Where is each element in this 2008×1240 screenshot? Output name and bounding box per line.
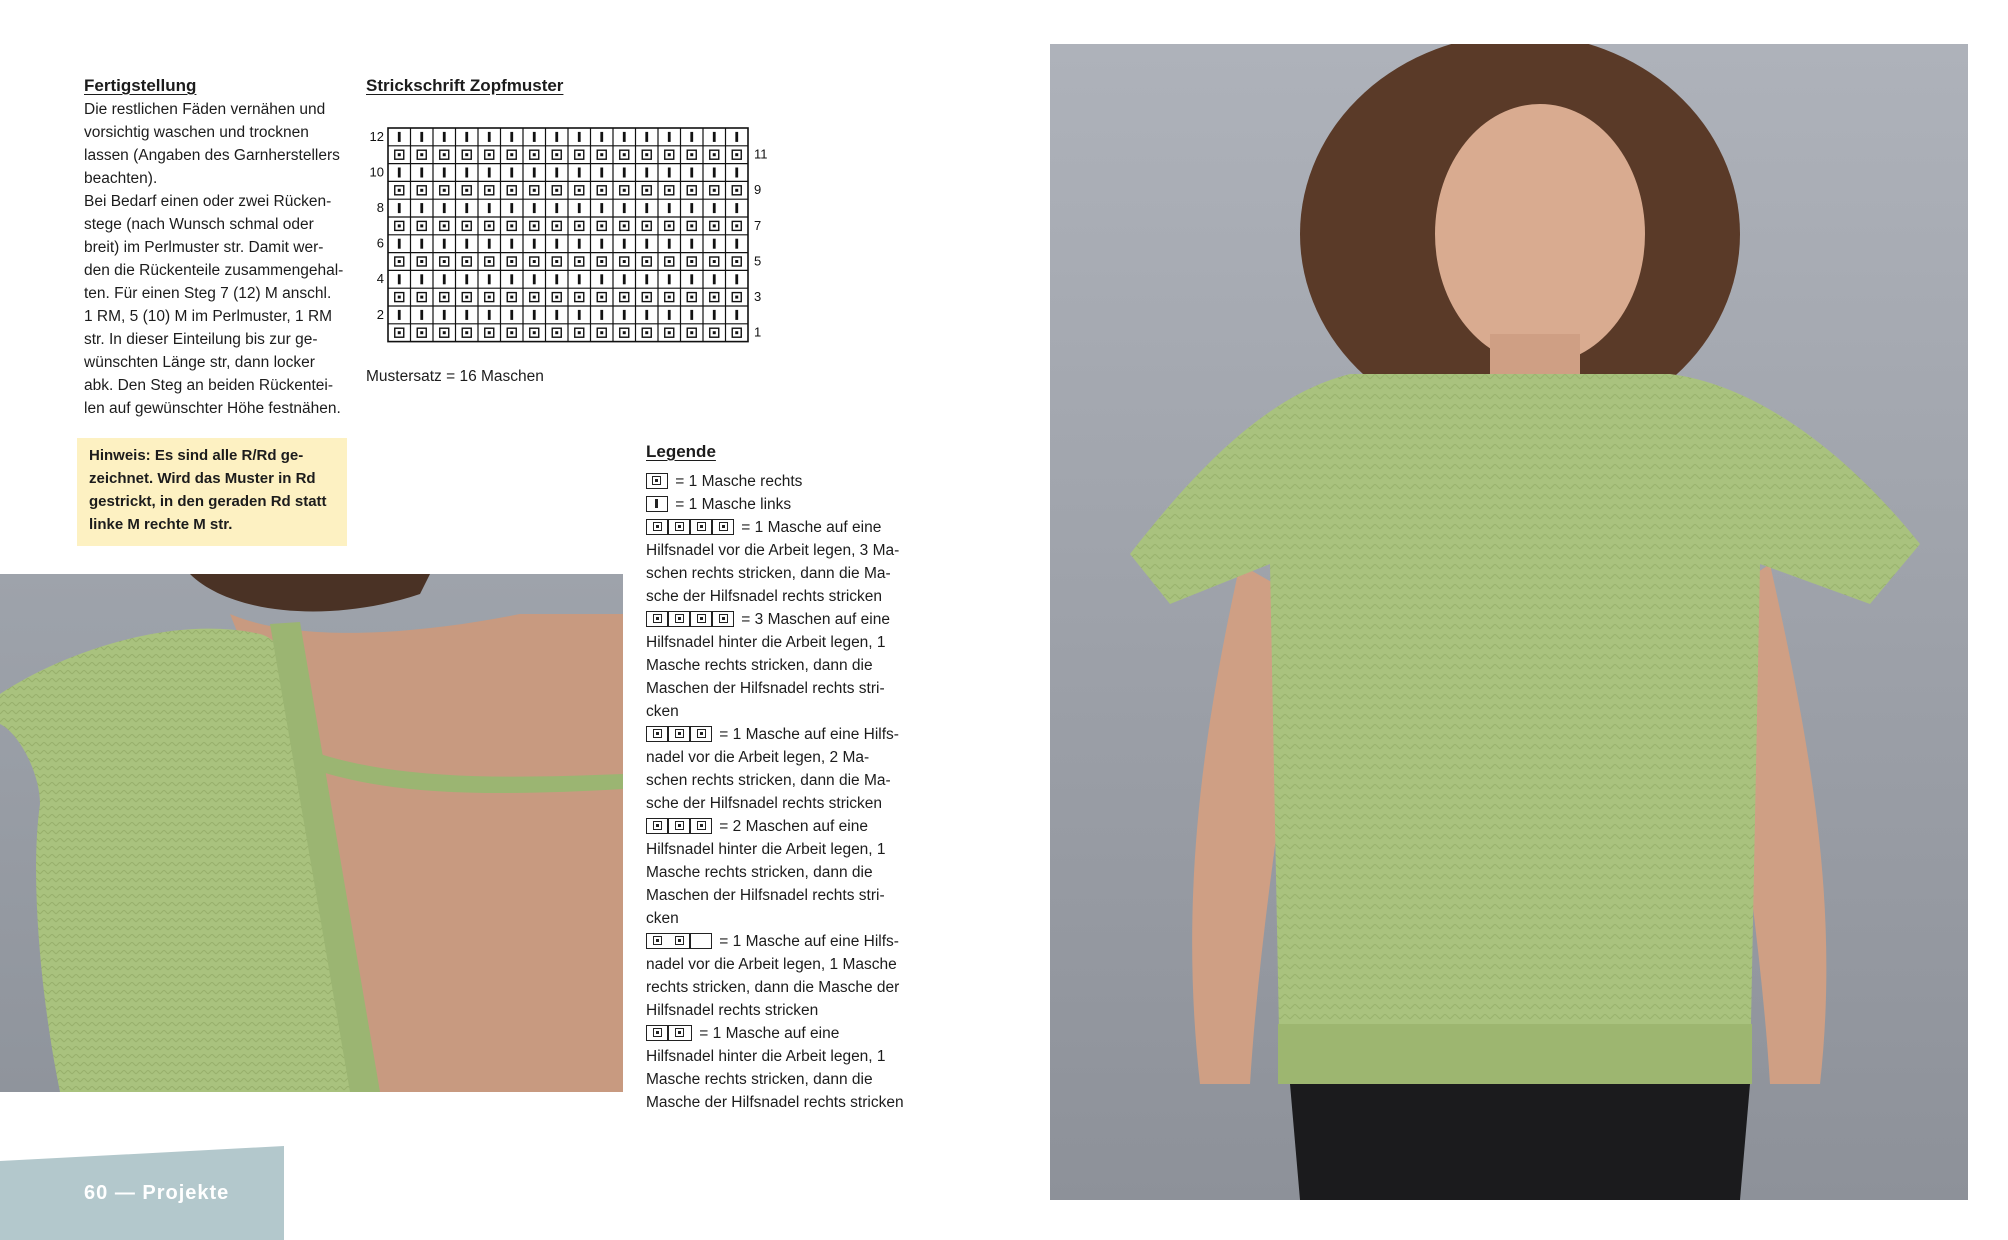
- purl-stitch: [510, 132, 513, 142]
- purl-stitch: [690, 132, 693, 142]
- knit-stitch-dot: [645, 153, 648, 156]
- purl-stitch: [735, 203, 738, 213]
- legend-item-text: = 1 Masche auf eine Hilfs-nadel vor die Arbeit legen, 2 Ma-schen rechts stricken, dann die Ma-sche der Hilfsnadel rechts stricken: [646, 726, 899, 812]
- knit-stitch-dot: [443, 331, 446, 334]
- purl-stitch: [713, 239, 716, 249]
- cable-4-left-symbol: [646, 519, 734, 535]
- chart-row-label: 3: [754, 289, 762, 305]
- legend-section: [646, 442, 906, 1114]
- purl-stitch: [623, 239, 626, 249]
- knit-stitch-dot: [623, 331, 626, 334]
- knit-stitch-dot: [510, 153, 513, 156]
- knit-stitch-dot: [578, 224, 581, 227]
- purl-stitch: [735, 168, 738, 178]
- purl-stitch: [465, 274, 468, 284]
- knit-stitch-dot: [533, 296, 536, 299]
- purl-stitch: [645, 310, 648, 320]
- purl-stitch: [735, 132, 738, 142]
- cable-3-right-symbol: [646, 818, 712, 834]
- chart-title: Strickschrift Zopfmuster: [366, 76, 564, 95]
- purl-stitch: [690, 203, 693, 213]
- purl-stitch: [510, 274, 513, 284]
- purl-stitch: [578, 310, 581, 320]
- knit-stitch-dot: [465, 296, 468, 299]
- knit-stitch-dot: [735, 331, 738, 334]
- knit-stitch-dot: [623, 296, 626, 299]
- section-name: Projekte: [142, 1182, 230, 1204]
- cable-2-right-symbol: [646, 1025, 692, 1041]
- legend-item: [646, 1022, 906, 1114]
- knit-stitch-dot: [690, 296, 693, 299]
- legend-item: [646, 723, 906, 815]
- knit-stitch-dot: [735, 153, 738, 156]
- purl-stitch: [578, 132, 581, 142]
- purl-stitch: [690, 274, 693, 284]
- legend-item-text: = 1 Masche rechts: [671, 473, 803, 490]
- purl-stitch: [533, 310, 536, 320]
- purl-stitch: [645, 168, 648, 178]
- knit-stitch-dot: [555, 189, 558, 192]
- knit-stitch-dot: [488, 224, 491, 227]
- purl-stitch: [488, 168, 491, 178]
- legend-item: [646, 516, 906, 608]
- purl-stitch: [465, 168, 468, 178]
- purl-stitch: [735, 310, 738, 320]
- purl-stitch: [713, 310, 716, 320]
- knit-stitch-dot: [623, 260, 626, 263]
- purl-stitch: [690, 168, 693, 178]
- knit-stitch-dot: [690, 153, 693, 156]
- knit-stitch-dot: [623, 153, 626, 156]
- knit-stitch-dot: [600, 153, 603, 156]
- finishing-section: [84, 76, 346, 420]
- purl-stitch: [623, 274, 626, 284]
- knit-stitch-dot: [398, 153, 401, 156]
- purl-stitch: [533, 203, 536, 213]
- chart-row-label: 6: [376, 235, 384, 251]
- knit-stitch-dot: [645, 296, 648, 299]
- purl-stitch: [555, 203, 558, 213]
- legend-item: [646, 493, 906, 516]
- knitting-chart: [368, 124, 768, 354]
- knit-stitch-dot: [555, 296, 558, 299]
- knit-stitch-dot: [668, 331, 671, 334]
- purl-stitch: [645, 203, 648, 213]
- legend-heading: Legende: [646, 442, 716, 461]
- chart-row-label: 10: [369, 164, 384, 180]
- knit-stitch-dot: [510, 260, 513, 263]
- purl-stitch: [398, 168, 401, 178]
- purl-stitch: [578, 239, 581, 249]
- knit-stitch-dot: [645, 331, 648, 334]
- chart-row-label: 12: [369, 128, 384, 144]
- knit-stitch-dot: [443, 153, 446, 156]
- knit-stitch-dot: [420, 260, 423, 263]
- knit-stitch-dot: [690, 189, 693, 192]
- knit-stitch-dot: [690, 331, 693, 334]
- legend-item: [646, 470, 906, 493]
- legend-item: [646, 930, 906, 1022]
- purl-stitch: [533, 274, 536, 284]
- purl-stitch: [668, 132, 671, 142]
- purl-stitch: [488, 203, 491, 213]
- knit-stitch-dot: [713, 260, 716, 263]
- purl-stitch: [623, 132, 626, 142]
- purl-stitch: [600, 310, 603, 320]
- knit-stitch-dot: [668, 224, 671, 227]
- purl-stitch: [645, 239, 648, 249]
- purl-stitch: [398, 132, 401, 142]
- purl-stitch: [488, 274, 491, 284]
- purl-stitch: [420, 310, 423, 320]
- knit-stitch-dot: [578, 153, 581, 156]
- purl-stitch: [623, 310, 626, 320]
- chart-row-label: 7: [754, 217, 762, 233]
- purl-stitch: [645, 274, 648, 284]
- pattern-repeat-note: Mustersatz = 16 Maschen: [366, 368, 544, 385]
- knit-stitch-dot: [420, 189, 423, 192]
- knit-stitch-dot: [645, 224, 648, 227]
- purl-stitch: [488, 132, 491, 142]
- knit-stitch-dot: [443, 189, 446, 192]
- purl-stitch: [600, 168, 603, 178]
- knit-stitch-dot: [533, 331, 536, 334]
- knit-stitch-dot: [533, 260, 536, 263]
- purl-stitch: [735, 239, 738, 249]
- knit-stitch-dot: [533, 224, 536, 227]
- page-footer: [84, 1182, 229, 1205]
- purl-stitch: [713, 168, 716, 178]
- knit-stitch-dot: [488, 331, 491, 334]
- purl-stitch: [533, 239, 536, 249]
- knit-stitch-dot: [443, 296, 446, 299]
- purl-stitch: [465, 239, 468, 249]
- purl-stitch-symbol: [646, 496, 668, 512]
- knit-stitch-dot: [555, 224, 558, 227]
- footer-dash: —: [114, 1182, 136, 1204]
- purl-stitch: [398, 310, 401, 320]
- legend-item-text: = 1 Masche auf eine Hilfs-nadel vor die Arbeit legen, 1 Masche rechts stricken, dann die Masche der Hilfsnadel rechts stricken: [646, 933, 900, 1019]
- knit-stitch-dot: [600, 296, 603, 299]
- purl-stitch: [600, 132, 603, 142]
- chart-row-label: 2: [376, 306, 384, 322]
- knit-stitch-dot: [488, 153, 491, 156]
- knit-stitch-dot: [735, 224, 738, 227]
- hint-box: [77, 438, 347, 546]
- chart-left-labels: [370, 129, 384, 322]
- purl-stitch: [443, 132, 446, 142]
- knit-stitch-dot: [735, 260, 738, 263]
- knit-stitch-dot: [690, 224, 693, 227]
- knit-stitch-dot: [555, 260, 558, 263]
- knit-stitch-dot: [555, 153, 558, 156]
- knit-stitch-dot: [488, 260, 491, 263]
- purl-stitch: [668, 203, 671, 213]
- purl-stitch: [668, 274, 671, 284]
- purl-stitch: [713, 132, 716, 142]
- purl-stitch: [443, 274, 446, 284]
- purl-stitch: [713, 203, 716, 213]
- model-illustration: [1050, 44, 1968, 1200]
- purl-stitch: [690, 239, 693, 249]
- knit-stitch-dot: [600, 189, 603, 192]
- purl-stitch: [465, 310, 468, 320]
- back-detail-illustration: [0, 574, 623, 1092]
- chart-row-label: 4: [376, 271, 384, 287]
- cable-2-left-symbol: [646, 933, 712, 949]
- knit-stitch-dot: [510, 189, 513, 192]
- purl-stitch: [488, 239, 491, 249]
- purl-stitch: [623, 168, 626, 178]
- purl-stitch: [578, 203, 581, 213]
- knit-stitch-dot: [533, 153, 536, 156]
- knit-stitch-dot: [578, 331, 581, 334]
- purl-stitch: [420, 132, 423, 142]
- purl-stitch: [420, 203, 423, 213]
- knit-stitch-dot: [420, 153, 423, 156]
- purl-stitch: [465, 132, 468, 142]
- purl-stitch: [443, 168, 446, 178]
- purl-stitch: [713, 274, 716, 284]
- purl-stitch: [443, 203, 446, 213]
- knit-stitch-dot: [465, 331, 468, 334]
- knit-stitch-dot: [713, 189, 716, 192]
- purl-stitch: [533, 168, 536, 178]
- knit-stitch-dot: [578, 260, 581, 263]
- purl-stitch: [690, 310, 693, 320]
- knit-stitch-dot: [623, 189, 626, 192]
- hint-text: Hinweis: Es sind alle R/Rd ge- zeichnet. Wird das Muster in Rd gestrickt, in den geraden Rd statt linke M rechte M str.: [89, 447, 327, 533]
- knit-stitch-dot: [465, 224, 468, 227]
- knit-stitch-dot: [465, 260, 468, 263]
- knit-stitch-dot: [578, 296, 581, 299]
- knit-stitch-dot: [668, 260, 671, 263]
- knit-stitch-dot: [578, 189, 581, 192]
- knit-stitch-dot: [398, 296, 401, 299]
- legend-item: [646, 608, 906, 723]
- chart-row-label: 9: [754, 182, 762, 198]
- knit-stitch-dot: [420, 331, 423, 334]
- legend-item-text: = 1 Masche links: [671, 496, 792, 513]
- purl-stitch: [645, 132, 648, 142]
- knit-stitch-dot: [713, 224, 716, 227]
- purl-stitch: [420, 239, 423, 249]
- knit-stitch-dot: [600, 224, 603, 227]
- purl-stitch: [668, 239, 671, 249]
- purl-stitch: [555, 310, 558, 320]
- knit-stitch-dot: [420, 224, 423, 227]
- knit-stitch-dot: [510, 224, 513, 227]
- purl-stitch: [600, 239, 603, 249]
- chart-row-label: 8: [376, 200, 384, 216]
- purl-stitch: [600, 203, 603, 213]
- legend-item: [646, 815, 906, 930]
- legend-item-text: = 1 Masche auf eine Hilfsnadel vor die Arbeit legen, 3 Ma-schen rechts stricken, dann die Ma-sche der Hilfsnadel rechts stricken: [646, 519, 900, 605]
- knit-stitch-dot: [398, 331, 401, 334]
- purl-stitch: [600, 274, 603, 284]
- cable-3-left-symbol: [646, 726, 712, 742]
- legend-item-text: = 1 Masche auf eine Hilfsnadel hinter die Arbeit legen, 1 Masche rechts stricken, dann die Masche der Hilfsnadel rechts stricken: [646, 1025, 904, 1111]
- finishing-heading: Fertigstellung: [84, 76, 197, 95]
- knit-stitch-dot: [510, 296, 513, 299]
- chart-right-labels: [754, 147, 768, 340]
- knit-stitch-dot: [668, 189, 671, 192]
- purl-stitch: [510, 239, 513, 249]
- knit-stitch-dot: [398, 260, 401, 263]
- purl-stitch: [668, 168, 671, 178]
- chart-grid: [388, 128, 748, 342]
- knit-stitch-dot: [735, 189, 738, 192]
- knit-stitch-dot: [420, 296, 423, 299]
- knit-stitch-dot: [398, 189, 401, 192]
- purl-stitch: [398, 203, 401, 213]
- model-photo: [1050, 44, 1968, 1200]
- purl-stitch: [510, 310, 513, 320]
- purl-stitch: [510, 203, 513, 213]
- purl-stitch: [623, 203, 626, 213]
- purl-stitch: [488, 310, 491, 320]
- purl-stitch: [555, 274, 558, 284]
- page-number: 60: [84, 1182, 109, 1204]
- chart-row-label: 5: [754, 253, 762, 269]
- knit-stitch-dot: [645, 260, 648, 263]
- knit-stitch-dot: [533, 189, 536, 192]
- legend-item-text: = 2 Maschen auf eine Hilfsnadel hinter die Arbeit legen, 1 Masche rechts stricken, dann die Maschen der Hilfsnadel rechts stri-cken: [646, 818, 886, 927]
- purl-stitch: [668, 310, 671, 320]
- knit-stitch-dot: [465, 189, 468, 192]
- knit-stitch-dot: [443, 224, 446, 227]
- purl-stitch: [555, 239, 558, 249]
- knit-stitch-dot: [735, 296, 738, 299]
- purl-stitch: [465, 203, 468, 213]
- knit-stitch-dot: [510, 331, 513, 334]
- purl-stitch: [735, 274, 738, 284]
- purl-stitch: [510, 168, 513, 178]
- purl-stitch: [578, 274, 581, 284]
- chart-row-label: 1: [754, 324, 762, 340]
- knit-stitch-dot: [488, 296, 491, 299]
- knit-stitch-dot: [645, 189, 648, 192]
- purl-stitch: [443, 239, 446, 249]
- knit-stitch-dot: [600, 331, 603, 334]
- knit-stitch-dot: [668, 296, 671, 299]
- purl-stitch: [555, 132, 558, 142]
- legend-item-text: = 3 Maschen auf eine Hilfsnadel hinter die Arbeit legen, 1 Masche rechts stricken, dann die Maschen der Hilfsnadel rechts stri-cken: [646, 611, 890, 720]
- purl-stitch: [578, 168, 581, 178]
- knit-stitch-symbol: [646, 473, 668, 489]
- knit-stitch-dot: [465, 153, 468, 156]
- back-detail-photo: [0, 574, 623, 1092]
- purl-stitch: [398, 239, 401, 249]
- purl-stitch: [420, 274, 423, 284]
- knit-stitch-dot: [668, 153, 671, 156]
- cable-4-right-symbol: [646, 611, 734, 627]
- knit-stitch-dot: [488, 189, 491, 192]
- chart-row-label: 11: [754, 146, 768, 162]
- knit-stitch-dot: [713, 296, 716, 299]
- knit-stitch-dot: [690, 260, 693, 263]
- knit-stitch-dot: [443, 260, 446, 263]
- purl-stitch: [533, 132, 536, 142]
- knit-stitch-dot: [398, 224, 401, 227]
- purl-stitch: [555, 168, 558, 178]
- purl-stitch: [443, 310, 446, 320]
- knit-stitch-dot: [623, 224, 626, 227]
- knit-stitch-dot: [600, 260, 603, 263]
- knit-stitch-dot: [713, 331, 716, 334]
- purl-stitch: [420, 168, 423, 178]
- purl-stitch: [398, 274, 401, 284]
- finishing-text: Die restlichen Fäden vernähen und vorsichtig waschen und trocknen lassen (Angaben des Garnherstellers beachten). Bei Bedarf einen oder zwei Rücken- stege (nach Wunsch schmal oder breit) im Perlmuster str. Damit wer- den die Rückenteile zusammengehal- ten. Für einen Steg 7 (12) M anschl. 1 RM, 5 (10) M im Perlmuster, 1 RM str. In dieser Einteilung bis zur ge- wünschten Länge str, dann locker abk. Den Steg an beiden Rückentei- len auf gewünschter Höhe festnähen.: [84, 101, 344, 417]
- knit-stitch-dot: [555, 331, 558, 334]
- knit-stitch-dot: [713, 153, 716, 156]
